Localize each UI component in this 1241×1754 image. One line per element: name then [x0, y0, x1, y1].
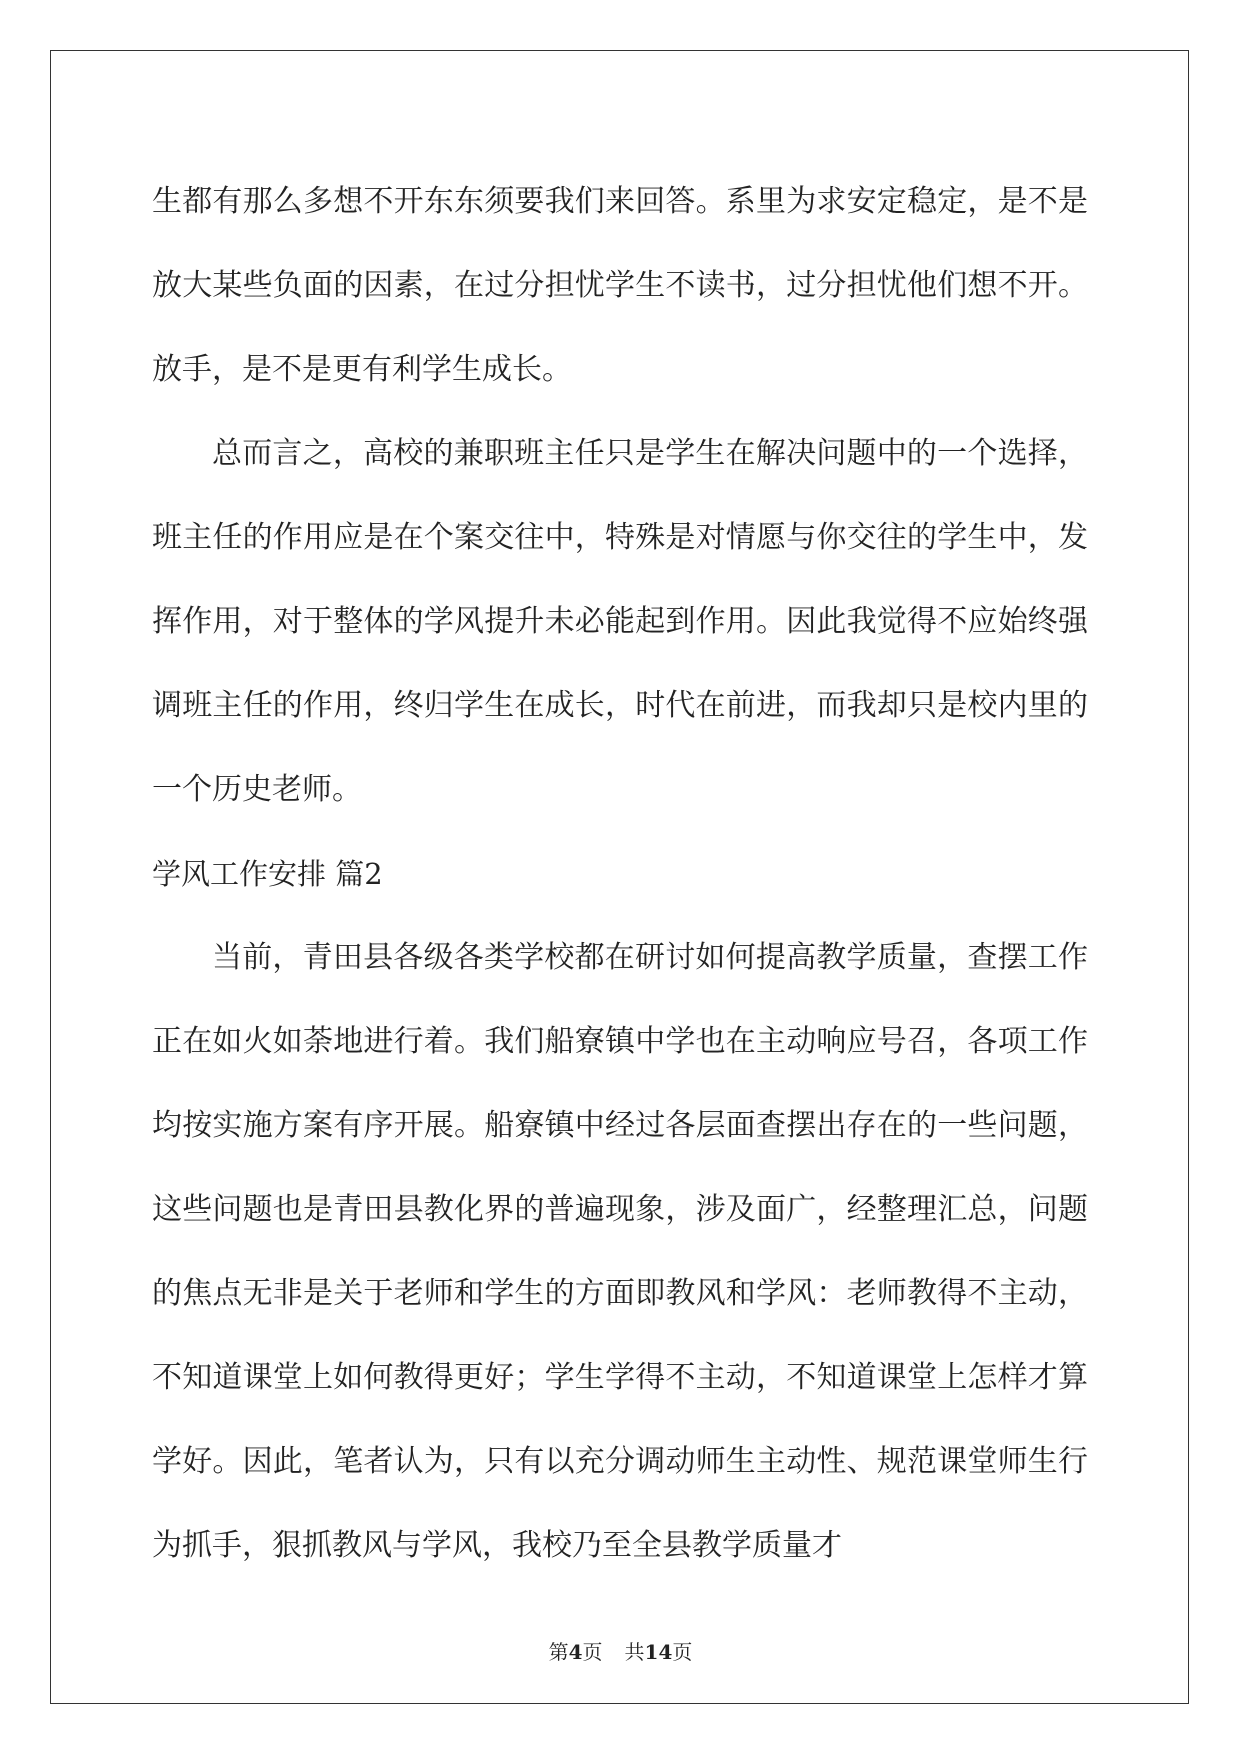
section-heading: 学风工作安排 篇2	[152, 857, 383, 891]
paragraph-1: 生都有那么多想不开东东须要我们来回答。系里为求安定稳定，是不是放大某些负面的因素，在过分担忧学生不读书，过分担忧他们想不开。放手，是不是更有利学生成长。	[152, 184, 1088, 387]
paragraph-2: 总而言之，高校的兼职班主任只是学生在解决问题中的一个选择，班主任的作用应是在个案交往中，特殊是对情愿与你交往的学生中，发挥作用，对于整体的学风提升未必能起到作用。因此我觉得不应始终强调班主任的作用，终归学生在成长，时代在前进，而我却只是校内里的一个历史老师。	[152, 436, 1088, 807]
page-footer	[0, 1640, 1241, 1664]
footer-total-pages: 14	[644, 1640, 673, 1664]
footer-total-suffix: 页	[672, 1640, 693, 1664]
paragraph-3: 当前，青田县各级各类学校都在研讨如何提高教学质量，查摆工作正在如火如荼地进行着。我们船寮镇中学也在主动响应号召，各项工作均按实施方案有序开展。船寮镇中经过各层面查摆出存在的一些问题，这些问题也是青田县教化界的普遍现象，涉及面广，经整理汇总，问题的焦点无非是关于老师和学生的方面即教风和学风：老师教得不主动，不知道课堂上如何教得更好；学生学得不主动，不知道课堂上怎样才算学好。因此，笔者认为，只有以充分调动师生主动性、规范课堂师生行为抓手，狠抓教风与学风，我校乃至全县教学质量才	[152, 940, 1088, 1563]
footer-total-prefix: 共	[624, 1640, 645, 1664]
footer-page-number: 4	[568, 1640, 583, 1664]
document-body	[152, 160, 1088, 1588]
footer-page-suffix: 页	[582, 1640, 603, 1664]
footer-prefix: 第	[548, 1640, 569, 1664]
